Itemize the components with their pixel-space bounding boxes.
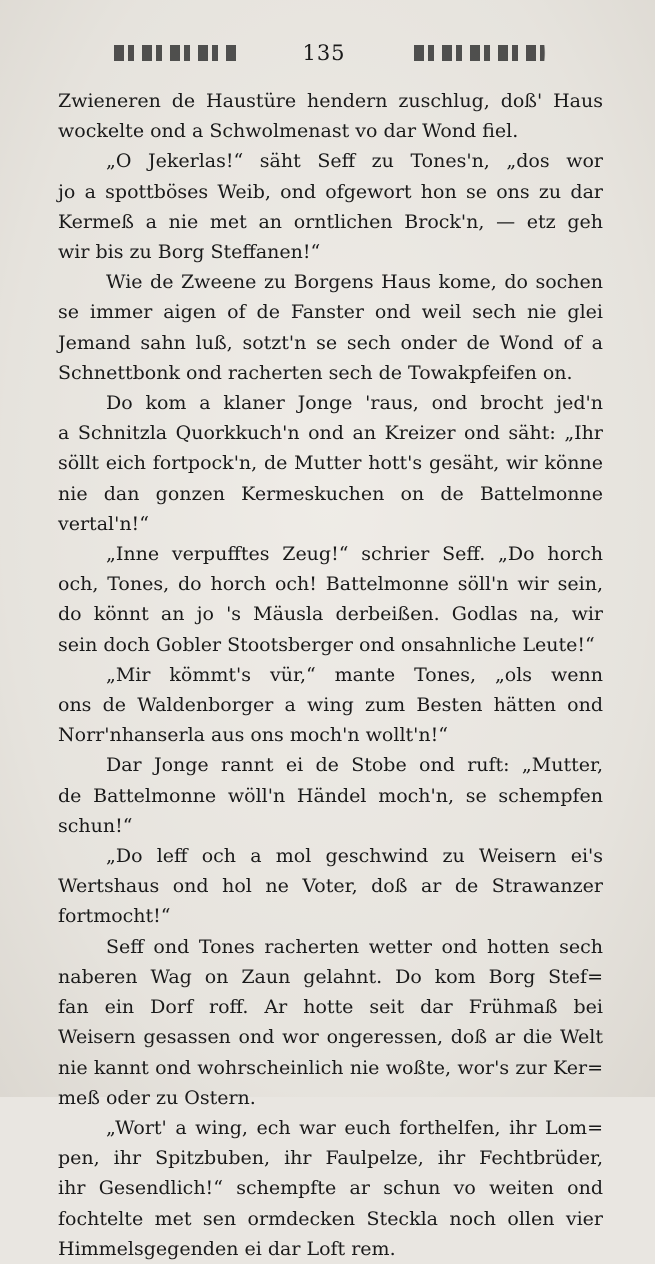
text-line: fochtelte met sen ormdecken Steckla noch ollen vier [58,1207,603,1230]
text-line: sein doch Gobler Stootsberger ond onsahnliche Leute!“ [58,633,595,656]
text-line: a Schnitzla Quorkkuch'n ond an Kreizer ond säht: „Ihr [58,422,603,445]
text-line: „Inne verpufftes Zeug!“ schrier Seff. „Do horch [106,543,603,566]
text-line: jo a spottböses Weib, ond ofgewort hon se ons zu dar [58,180,603,203]
text-line: „Wort' a wing, ech war euch forthelfen, ihr Lom= [106,1116,603,1139]
text-line: nie dan gonzen Kermeskuchen on de Battelmonne [58,482,603,505]
text-line: fan ein Dorf roff. Ar hotte seit dar Frühmaß bei [58,996,603,1019]
header-ornament-left [58,45,290,61]
text-line: ihr Gesendlich!“ schempfte ar schun vo weiten ond [58,1177,603,1200]
body-text [58,86,603,1264]
header-ornament-right [358,45,598,61]
text-line: „Mir kömmt's vür,“ mante Tones, „ols wenn [106,663,603,686]
text-line: do könnt an jo 's Mäusla derbeißen. Godlas na, wir [58,603,603,626]
text-line: Weisern gesassen ond wor ongeressen, doß ar die Welt [58,1026,603,1049]
running-header [58,40,598,66]
text-line: och, Tones, do horch och! Battelmonne söll'n wir sein, [58,573,603,596]
text-line: naberen Wag on Zaun gelahnt. Do kom Borg Stef= [58,965,603,988]
text-line: Schnettbonk ond racherten sech de Towakpfeifen on. [58,361,573,384]
text-line: söllt eich fortpock'n, de Mutter hott's gesäht, wir könne [58,452,603,475]
text-line: Seff ond Tones racherten wetter ond hotten sech [106,935,603,958]
text-line: Himmelsgegenden ei dar Loft rem. [58,1237,396,1260]
text-line: „O Jekerlas!“ säht Seff zu Tones'n, „dos wor [106,150,603,173]
text-line: pen, ihr Spitzbuben, ihr Faulpelze, ihr Fechtbrüder, [58,1147,603,1170]
text-line: Wie de Zweene zu Borgens Haus kome, do sochen [106,271,603,294]
text-line: de Battelmonne wöll'n Händel moch'n, se schempfen [58,784,603,807]
text-line: Jemand sahn luß, sotzt'n se sech onder de Wond of a [58,331,603,354]
text-line: ons de Waldenborger a wing zum Besten hätten ond [58,694,603,717]
text-line: Do kom a klaner Jonge 'raus, ond brocht jed'n [106,392,603,415]
text-line: schun!“ [58,814,133,837]
text-line: se immer aigen of de Fanster ond weil sech nie glei [58,301,603,324]
text-line: wockelte ond a Schwolmenast vo dar Wond fiel. [58,120,519,143]
text-line: wir bis zu Borg Steffanen!“ [58,241,321,264]
text-line: Norr'nhanserla aus ons moch'n wollt'n!“ [58,724,448,747]
text-line: Dar Jonge rannt ei de Stobe ond ruft: „Mutter, [106,754,603,777]
text-line: fortmocht!“ [58,905,171,928]
text-line: „Do leff och a mol geschwind zu Weisern ei's [106,845,603,868]
page-number: 135 [302,40,346,65]
text-line: Kermeß a nie met an orntlichen Brock'n, — etz geh [58,210,603,233]
text-line: Wertshaus ond hol ne Voter, doß ar de Strawanzer [58,875,603,898]
text-line: vertal'n!“ [58,512,149,535]
text-line: meß oder zu Ostern. [58,1086,256,1109]
text-line: nie kannt ond wohrscheinlich nie woßte, wor's zur Ker= [58,1056,603,1079]
text-line: Zwieneren de Haustüre hendern zuschlug, doß' Haus [58,90,603,112]
